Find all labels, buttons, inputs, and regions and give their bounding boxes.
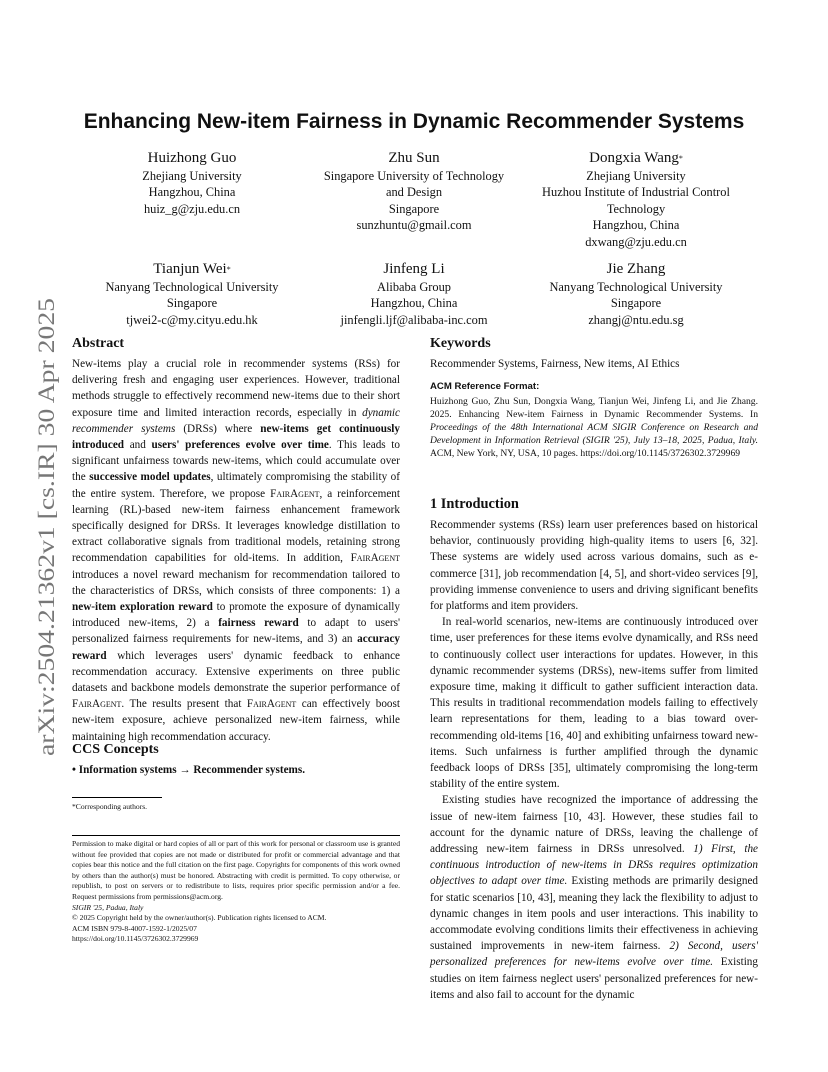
paper-title: Enhancing New-item Fairness in Dynamic Recommender Systems xyxy=(83,110,745,133)
intro-paragraph: Recommender systems (RSs) learn user preferences based on historical behavior, continuously providing high-quality items to users [6, 32]. These systems are widely used across various domains, such as e-commerce [31], job recommendation [4, 5], and short-video services [9], providing immense convenience to users and driving significant benefits for platforms and item providers. xyxy=(430,519,758,613)
author-email: sunzhuntu@gmail.com xyxy=(356,218,472,233)
permission-rule xyxy=(72,835,400,836)
author-location: Hangzhou, China xyxy=(148,185,236,200)
author-location: Singapore xyxy=(166,296,218,311)
author-location: Singapore xyxy=(610,296,662,311)
copyright-line: © 2025 Copyright held by the owner/author(s). Publication rights licensed to ACM. xyxy=(72,913,327,923)
abstract-heading: Abstract xyxy=(72,336,125,351)
author-affiliation: Technology xyxy=(606,201,666,216)
footnote-corresponding: *Corresponding authors. xyxy=(72,802,148,811)
isbn-line: ACM ISBN 979-8-4007-1592-1/2025/07 xyxy=(72,923,197,933)
author-block xyxy=(516,149,756,250)
intro-paragraph: Existing studies have recognized the importance of addressing the issue of new-item fairness [10, 43]. However, these studies fail to account for the dynamic nature of DRSs, leaving the challenge of addressing new-item fairness in DRSs unresolved. 1) First, the continuous introduction of new-items in DRSs requires optimization objectives to adapt over time. Existing methods are primarily designed for static scenarios [10, 43], meaning they lack the flexibility to adjust to dynamic changes in item pools and user interactions. This inability to accommodate evolving conditions limits their effectiveness in achieving sustained improvements in new-item fairness. 2) Second, users' personalized preferences for new-items evolve over time. Existing studies on item fairness neglect users' personalized preferences for new-items and also fail to account for the dynamic xyxy=(430,794,759,1001)
intro-paragraph: In real-world scenarios, new-items are continuously introduced over time, user preferences for these items evolve dynamically, and RSs need to continuously collect user interactions for updates. However, in this dynamic recommender systems (DRSs), new-items suffer from limited exposure time, making it difficult to gather sufficient interaction data. This results in traditional recommendation models failing to effectively learn representations for them, leading to a bias toward over-recommending old-items [16, 40] and exhibiting unfairness toward new-items. Such unfairness is further amplified through the dynamic feedback loops of DRSs [35], ultimately compromising the long-term stability of the entire system. xyxy=(430,616,758,791)
author-name: Huizhong Guo xyxy=(147,150,237,166)
author-block xyxy=(294,149,534,234)
author-name: Zhu Sun xyxy=(388,150,440,166)
arxiv-stamp-text: arXiv:2504.21362v1 [cs.IR] 30 Apr 2025 xyxy=(34,375,59,756)
permission-text: Permission to make digital or hard copies of all or part of this work for personal or classroom use is granted without fee provided that copies are not made or distributed for profit or commercial advantage and that copies bear this notice and the full citation on the first page. Copyrights for components of this work owned by others than the author(s) must be honored. Abstracting with credit is permitted. To copy otherwise, or republish, to post on servers or to redistribute to lists, requires prior specific permission and/or a fee. Request permissions from permissions@acm.org. xyxy=(72,839,400,901)
intro-text xyxy=(430,517,758,1003)
author-affiliation: Singapore University of Technology xyxy=(323,169,505,183)
ccs-heading: CCS Concepts xyxy=(72,742,159,757)
author-name: Dongxia Wang xyxy=(589,150,679,166)
author-affiliation: Nanyang Technological University xyxy=(105,280,279,294)
author-email: huiz_g@zju.edu.cn xyxy=(143,201,241,216)
author-name: Jinfeng Li xyxy=(383,261,445,277)
ccs-text: • Information systems → Recommender systems. xyxy=(72,764,306,776)
author-block xyxy=(72,149,312,217)
author-location: Singapore xyxy=(388,201,440,216)
keywords-heading: Keywords xyxy=(430,336,491,351)
venue-line: SIGIR '25, Padua, Italy xyxy=(72,902,144,912)
author-affiliation: Alibaba Group xyxy=(377,280,451,294)
author-affiliation: and Design xyxy=(385,185,443,200)
author-affiliation: Zhejiang University xyxy=(142,169,242,183)
arxiv-stamp xyxy=(14,296,74,756)
footnote-rule xyxy=(72,797,162,798)
abstract-text: New-items play a crucial role in recommender systems (RSs) for delivering fresh and engaging user experiences. However, traditional methods struggle to effectively recommend new-items due to their short exposure time and limited interaction records, especially in dynamic recommender systems (DRSs) where new-items get continuously introduced and users' preferences evolve over time. This leads to significant unfairness towards new-items, which could accumulate over the successive model updates, ultimately compromising the stability of the entire system. Therefore, we propose FairAgent, a reinforcement learning (RL)-based new-item fairness enhancement framework specifically designed for DRSs. It leverages knowledge distillation to extract collaborative signals from traditional models, retaining strong recommendation capabilities for old-items. In addition, FairAgent introduces a novel reward mechanism for recommendation tailored to the characteristics of DRSs, which consists of three components: 1) a new-item exploration reward to promote the exposure of dynamically introduced new-items, 2) a fairness reward to adapt to users' personalized fairness requirements for new-items, and 3) an accuracy reward which leverages users' dynamic feedback to enhance recommendation accuracy. Extensive experiments on three public datasets and backbone models demonstrate the superior performance of FairAgent. The results present that FairAgent can effectively boost new-item exposure, achieve personalized new-item fairness, while maintaining high recommendation accuracy. xyxy=(72,358,401,743)
author-location: Hangzhou, China xyxy=(592,218,680,233)
author-block xyxy=(294,260,534,328)
author-block xyxy=(516,260,756,328)
author-name: Tianjun Wei xyxy=(153,261,227,277)
author-name: Jie Zhang xyxy=(606,261,666,277)
doi-link[interactable]: https://doi.org/10.1145/3726302.3729969 xyxy=(72,934,199,944)
author-email: tjwei2-c@my.cityu.edu.hk xyxy=(126,312,258,327)
author-email: jinfengli.ljf@alibaba-inc.com xyxy=(340,312,488,327)
author-affiliation: Zhejiang University xyxy=(586,169,686,183)
keywords-text: Recommender Systems, Fairness, New items, AI Ethics xyxy=(430,358,680,370)
corresponding-mark: * xyxy=(226,265,231,274)
acm-ref-heading: ACM Reference Format: xyxy=(430,381,540,392)
author-email: dxwang@zju.edu.cn xyxy=(585,234,687,249)
author-block xyxy=(72,260,312,328)
intro-heading: 1 Introduction xyxy=(430,496,519,512)
author-affiliation: Huzhou Institute of Industrial Control xyxy=(542,185,730,200)
corresponding-mark: * xyxy=(678,154,683,163)
acm-ref-text: Huizhong Guo, Zhu Sun, Dongxia Wang, Tianjun Wei, Jinfeng Li, and Jie Zhang. 2025. Enhancing New-item Fairness in Dynamic Recommender Systems. In Proceedings of the 48th International ACM SIGIR Conference on Research and Development in Information Retrieval (SIGIR '25), July 13–18, 2025, Padua, Italy. ACM, New York, NY, USA, 10 pages. https://doi.org/10.1145/3726302.3729969 xyxy=(430,396,758,459)
author-affiliation: Nanyang Technological University xyxy=(549,280,723,294)
author-email: zhangj@ntu.edu.sg xyxy=(588,312,684,327)
author-location: Hangzhou, China xyxy=(370,296,458,311)
permission-block xyxy=(72,839,400,945)
